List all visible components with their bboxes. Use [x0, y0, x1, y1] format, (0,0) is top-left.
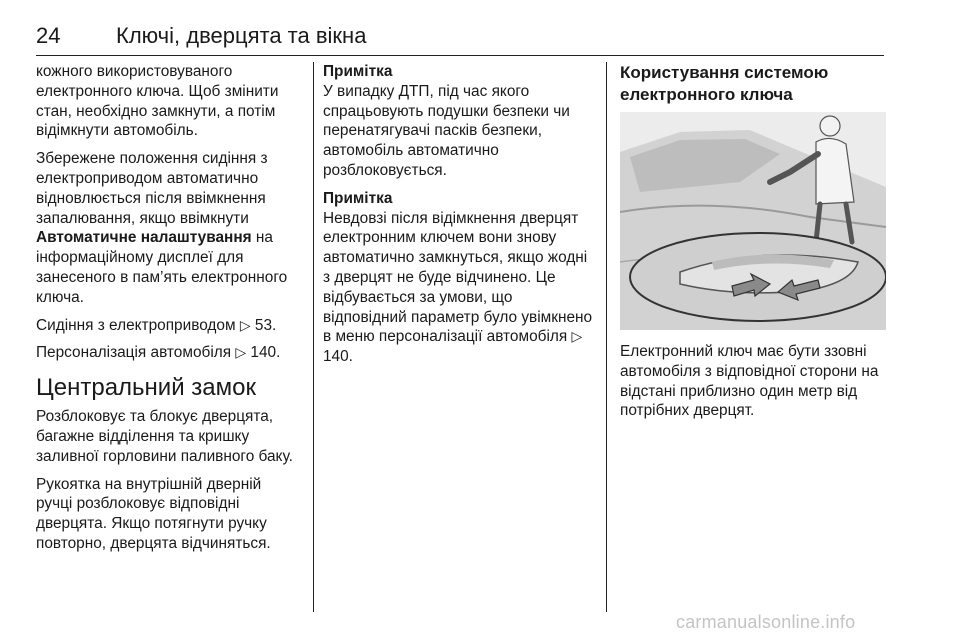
page-number: 24 — [36, 23, 61, 48]
note-body: Невдовзі після відімкнення дверцят електронним ключем вони знову автоматично замкнуться, якщо жодні з дверцят не буде відчинено. Це відбувається за умови, що відповідний параметр було увімкнено в меню персоналізації автомобіля — [323, 209, 593, 346]
column-1 — [36, 62, 298, 562]
cross-reference-line: Сидіння з електроприводом ▷ 53. — [36, 316, 277, 334]
page-ref-link[interactable]: 140. — [250, 344, 281, 362]
note-block — [323, 62, 595, 181]
xref-arrow-icon: ▷ — [239, 316, 251, 333]
paragraph: Рукоятка на внутрішній дверній ручці розблоковує відповідні дверцята. Якщо потягнути ручку повторно, дверцята відчиняться. — [36, 475, 271, 552]
watermark: carmanualsonline.info — [676, 612, 856, 632]
chapter-title: Ключі, дверцята та вікна — [116, 23, 367, 48]
header-rule — [36, 55, 884, 56]
note-body: У випадку ДТП, під час якого спрацьовують подушки безпеки чи перенатягувачі пасків безпеки, автомобіль автоматично розблоковується. — [323, 82, 570, 179]
cross-reference-line: Персоналізація автомобіля ▷ 140. — [36, 344, 281, 362]
subsection-heading: Користування системою електронного ключа — [620, 63, 829, 104]
paragraph: кожного використовуваного електронного ключа. Щоб змінити стан, необхідно замкнути, а потім відімкнути автомобіль. — [36, 63, 279, 140]
car-door-handle-illustration-icon — [620, 112, 886, 330]
paragraph: Розблоковує та блокує дверцята, багажне відділення та кришку заливної горловини паливного баку. — [36, 408, 293, 465]
page-header — [36, 22, 884, 54]
column-2 — [323, 62, 595, 375]
xref-arrow-icon: ▷ — [235, 344, 247, 361]
section-heading: Центральний замок — [36, 374, 256, 402]
paragraph: Збережене положення сидіння з електроприводом автоматично відновлюється після ввімкнення запалювання, якщо ввімкнути Автоматичне налаштування на інформаційному дисплеї для занесеного в пам’ять електронного ключа. — [36, 150, 288, 306]
setting-name: Автоматичне налаштування — [36, 229, 252, 247]
column-divider — [313, 62, 314, 612]
figure-caption: Електронний ключ має бути ззовні автомобіля з відповідної сторони на відстані приблизно один метр від потрібних дверцят. — [620, 343, 879, 420]
column-divider — [606, 62, 607, 612]
note-heading: Примітка — [323, 189, 393, 207]
note-block — [323, 189, 595, 367]
xref-arrow-icon: ▷ — [571, 328, 583, 345]
page-ref-link[interactable]: 53. — [254, 316, 277, 334]
note-heading: Примітка — [323, 63, 393, 80]
page-ref-link[interactable]: 140. — [323, 348, 353, 366]
column-3 — [620, 62, 888, 112]
